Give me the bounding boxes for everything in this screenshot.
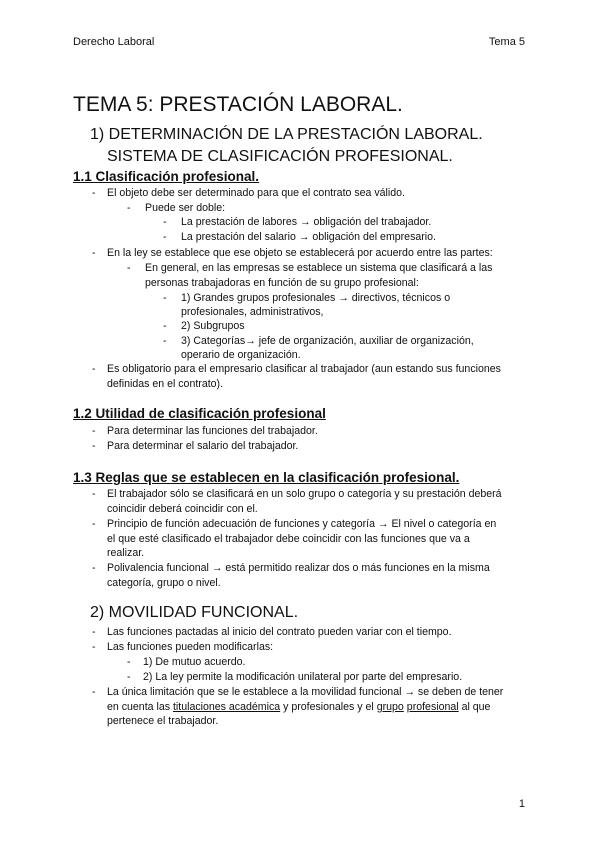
bullet: - bbox=[92, 247, 96, 259]
list-item: Polivalencia funcional → está permitido realizar dos o más funciones en la misma bbox=[107, 562, 490, 574]
bullet: - bbox=[163, 216, 167, 228]
list-item: El trabajador sólo se clasificará en un solo grupo o categoría y su prestación deberá bbox=[107, 488, 502, 500]
text: en cuenta las bbox=[107, 701, 173, 713]
bullet: - bbox=[163, 335, 167, 347]
list-item: Para determinar las funciones del trabajador. bbox=[107, 425, 318, 437]
text: al que bbox=[458, 701, 491, 713]
list-item-continued bbox=[107, 702, 490, 713]
bullet: - bbox=[127, 656, 131, 668]
list-item-continued: operario de organización. bbox=[181, 349, 301, 361]
heading-1-1: 1.1 Clasificación profesional. bbox=[73, 169, 260, 184]
list-item: En la ley se establece que ese objeto se establecerá por acuerdo entre las partes: bbox=[107, 247, 493, 259]
bullet: - bbox=[127, 202, 131, 214]
bullet: - bbox=[163, 320, 167, 332]
list-item: Puede ser doble: bbox=[145, 202, 226, 214]
text: y profesionales y el bbox=[280, 701, 377, 713]
list-item-continued: definidas en el contrato). bbox=[107, 378, 224, 390]
heading-1-2: 1.2 Utilidad de clasificación profesional bbox=[73, 406, 326, 421]
list-item: El objeto debe ser determinado para que el contrato sea válido. bbox=[107, 187, 405, 199]
list-item: 2) Subgrupos bbox=[181, 320, 245, 332]
list-item-continued: profesionales, administrativos, bbox=[181, 306, 324, 318]
list-item: Para determinar el salario del trabajador. bbox=[107, 440, 299, 452]
underlined-text: grupo bbox=[376, 701, 404, 713]
section1-heading-line1: 1) DETERMINACIÓN DE LA PRESTACIÓN LABORAL. bbox=[90, 126, 483, 143]
header-right: Tema 5 bbox=[488, 36, 525, 48]
list-item: Es obligatorio para el empresario clasificar al trabajador (aun estando sus funciones bbox=[107, 363, 501, 375]
list-item: La única limitación que se le establece a la movilidad funcional → se deben de tener bbox=[107, 686, 504, 698]
bullet: - bbox=[92, 440, 96, 452]
bullet: - bbox=[92, 686, 96, 698]
underlined-text: titulaciones académica bbox=[172, 701, 281, 713]
list-item: La prestación del salario → obligación del empresario. bbox=[181, 231, 436, 243]
bullet: - bbox=[127, 262, 131, 274]
list-item-continued: el que esté clasificado el trabajador debe coincidir con las funciones que va a bbox=[107, 533, 470, 545]
heading-1-3: 1.3 Reglas que se establecen en la clasificación profesional. bbox=[73, 470, 460, 485]
bullet: - bbox=[127, 671, 131, 683]
bullet: - bbox=[163, 231, 167, 243]
bullet: - bbox=[92, 518, 96, 530]
list-item: 3) Categorías→ jefe de organización, auxiliar de organización, bbox=[181, 335, 474, 347]
bullet: - bbox=[92, 626, 96, 638]
header-left: Derecho Laboral bbox=[73, 36, 155, 48]
list-item: 1) De mutuo acuerdo. bbox=[143, 656, 246, 668]
bullet: - bbox=[92, 488, 96, 500]
underlined-text: profesional bbox=[406, 701, 459, 713]
bullet: - bbox=[92, 562, 96, 574]
list-item: La prestación de labores → obligación del trabajador. bbox=[181, 216, 432, 228]
list-item: Las funciones pueden modificarlas: bbox=[107, 641, 274, 653]
list-item: 2) La ley permite la modificación unilateral por parte del empresario. bbox=[143, 671, 463, 683]
list-item-continued: coincidir deberá coincidir con el. bbox=[107, 503, 258, 515]
bullet: - bbox=[163, 292, 167, 304]
list-item-continued: personas trabajadoras en función de su grupo profesional: bbox=[145, 277, 419, 289]
list-item: Principio de función adecuación de funciones y categoría → El nivel o categoría en bbox=[107, 518, 497, 530]
list-item-continued: pertenece el trabajador. bbox=[107, 715, 219, 727]
document-title: TEMA 5: PRESTACIÓN LABORAL. bbox=[73, 93, 403, 116]
bullet: - bbox=[92, 187, 96, 199]
list-item: En general, en las empresas se establece un sistema que clasificará a las bbox=[145, 262, 493, 274]
bullet: - bbox=[92, 641, 96, 653]
section2-heading: 2) MOVILIDAD FUNCIONAL. bbox=[90, 604, 299, 621]
list-item: 1) Grandes grupos profesionales → directivos, técnicos o bbox=[181, 292, 451, 304]
section1-heading-line2: SISTEMA DE CLASIFICACIÓN PROFESIONAL. bbox=[107, 148, 453, 165]
page-number: 1 bbox=[518, 798, 525, 810]
list-item: Las funciones pactadas al inicio del contrato pueden variar con el tiempo. bbox=[107, 626, 452, 638]
list-item-continued: categoría, grupo o nivel. bbox=[107, 577, 221, 589]
bullet: - bbox=[92, 425, 96, 437]
bullet: - bbox=[92, 363, 96, 375]
list-item-continued: realizar. bbox=[107, 547, 145, 559]
